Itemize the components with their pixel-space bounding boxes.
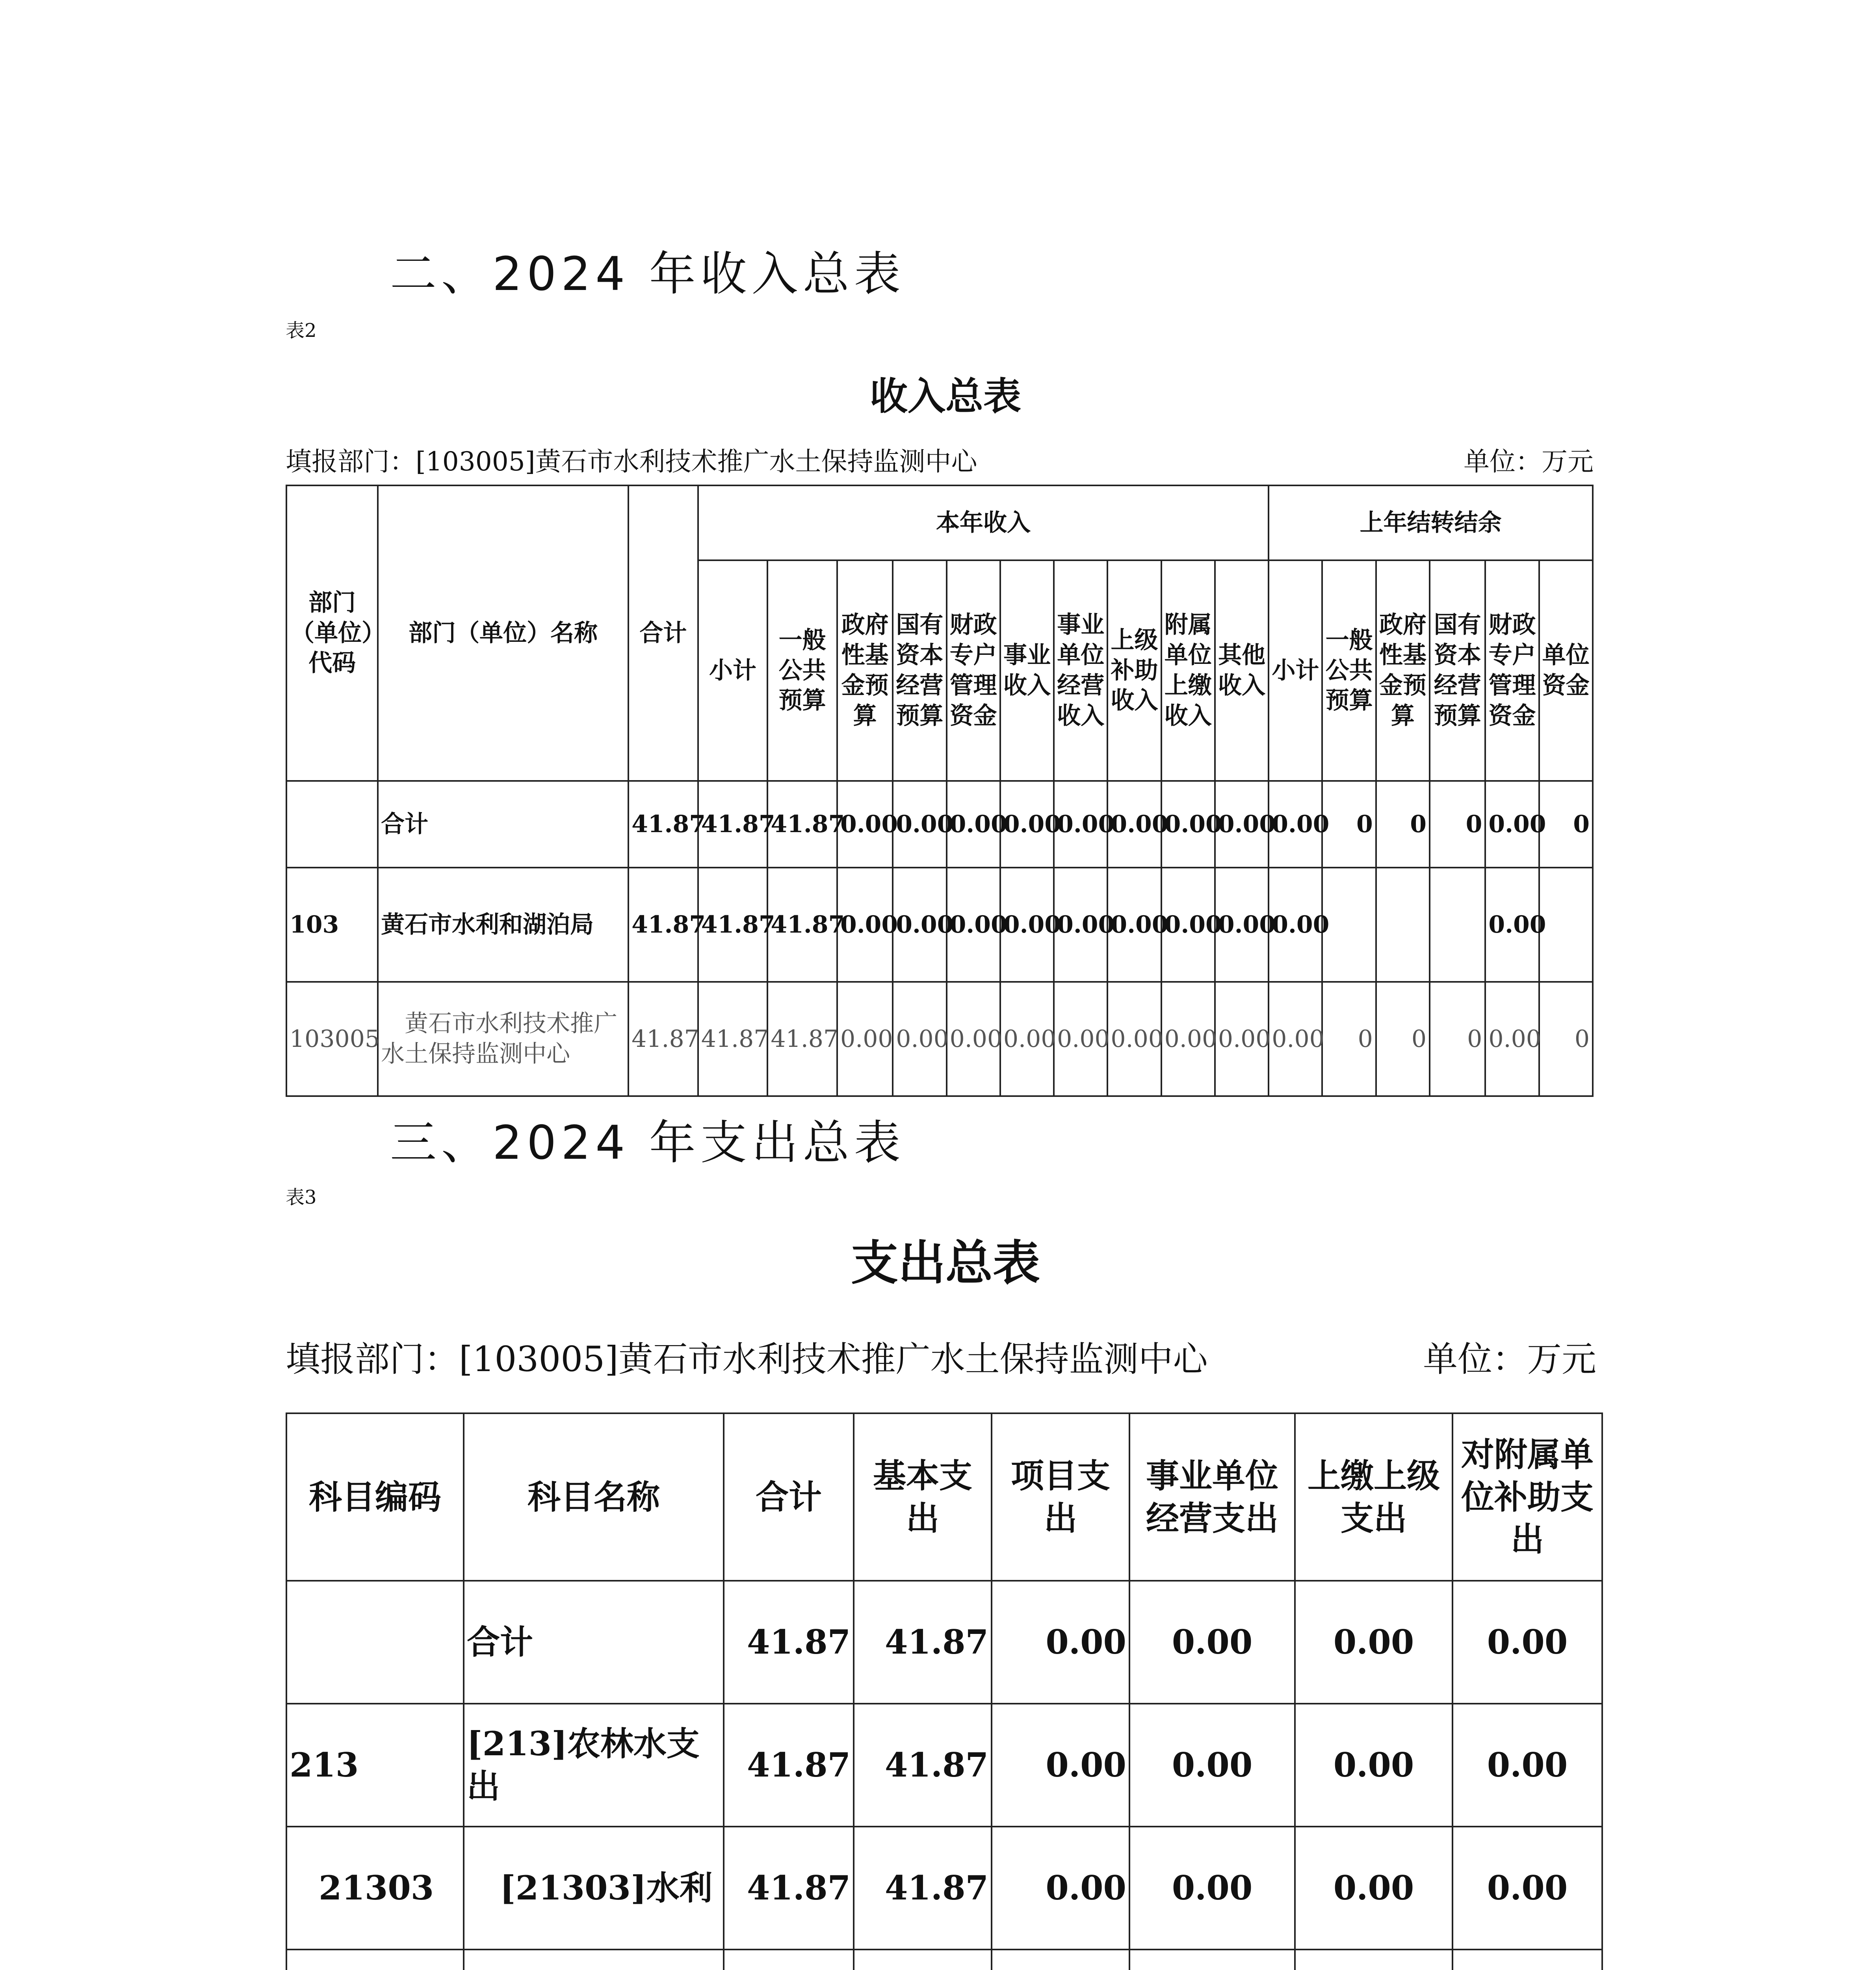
exp-cell: 0.00: [992, 1827, 1129, 1950]
exp-header-project: 项目支出: [992, 1413, 1129, 1581]
table-row: [286, 1950, 1602, 1970]
income-cell: 0: [1539, 982, 1593, 1096]
section3-unit: 单位：万元: [1423, 1339, 1596, 1379]
expenditure-table: [286, 1412, 1603, 1970]
exp-cell: [464, 1950, 724, 1970]
income-col-cur-2: 政府性基金预算: [837, 560, 893, 781]
income-col-carry-0: 小计: [1269, 560, 1322, 781]
exp-cell: 0.00: [1129, 1704, 1295, 1827]
income-col-cur-3: 国有资本经营预算: [893, 560, 946, 781]
income-cell: 0.00: [1485, 982, 1539, 1096]
income-cell: 0: [1322, 982, 1376, 1096]
income-cell: 0.00: [1161, 781, 1215, 868]
income-cell: 0: [1430, 982, 1485, 1096]
income-row1-total: 41.87: [628, 868, 698, 982]
exp-cell: 0.00: [1129, 1581, 1295, 1704]
exp-cell: [21303]水利: [464, 1827, 724, 1950]
exp-cell: 41.87: [724, 1704, 854, 1827]
income-header-total: 合计: [628, 485, 698, 781]
exp-header-code: 科目编码: [286, 1413, 464, 1581]
income-col-carry-3: 国有资本经营预算: [1430, 560, 1485, 781]
exp-cell: [286, 1581, 464, 1704]
income-cell: 0: [1376, 982, 1430, 1096]
exp-cell: 合计: [464, 1581, 724, 1704]
income-cell: 0.00: [893, 982, 946, 1096]
income-cell: 0.00: [1000, 868, 1054, 982]
section2-table-no: 表2: [286, 320, 317, 342]
income-cell: 0.00: [1161, 868, 1215, 982]
exp-header-subsidy: 对附属单位补助支出: [1453, 1413, 1602, 1581]
exp-header-upper: 上缴上级支出: [1295, 1413, 1453, 1581]
exp-cell: [1129, 1950, 1295, 1970]
income-cell: 41.87: [698, 982, 768, 1096]
section2-table-title: 收入总表: [870, 374, 1021, 418]
income-cell: 0.00: [1107, 982, 1161, 1096]
section2-title: 二、2024 年收入总表: [390, 247, 905, 301]
income-row1-code: 103: [286, 868, 378, 982]
income-row0-name: 合计: [378, 781, 628, 868]
exp-header-business: 事业单位经营支出: [1129, 1413, 1295, 1581]
income-cell: 0: [1539, 781, 1593, 868]
income-header-carryover: 上年结转结余: [1269, 485, 1593, 560]
income-header-name: 部门（单位）名称: [378, 485, 628, 781]
income-cell: 0.00: [1215, 982, 1269, 1096]
income-col-cur-4: 财政专户管理资金: [947, 560, 1000, 781]
income-cell: 41.87: [698, 781, 768, 868]
income-cell: 0.00: [1054, 982, 1107, 1096]
income-col-cur-5: 事业收入: [1000, 560, 1054, 781]
income-cell: 0.00: [837, 868, 893, 982]
exp-cell: 0.00: [1453, 1827, 1602, 1950]
exp-cell: [992, 1950, 1129, 1970]
income-col-cur-6: 事业单位经营收入: [1054, 560, 1107, 781]
income-cell: [1539, 868, 1593, 982]
exp-cell: [724, 1950, 854, 1970]
income-cell: 0.00: [1000, 982, 1054, 1096]
income-col-cur-7: 上级补助收入: [1107, 560, 1161, 781]
exp-cell: [286, 1950, 464, 1970]
income-cell: 0.00: [947, 781, 1000, 868]
income-row0-total: 41.87: [628, 781, 698, 868]
income-cell: 0.00: [893, 868, 946, 982]
exp-cell: 0.00: [1295, 1704, 1453, 1827]
exp-cell: 0.00: [1129, 1827, 1295, 1950]
income-cell: 0: [1322, 781, 1376, 868]
income-cell: 0.00: [1269, 868, 1322, 982]
income-col-carry-2: 政府性基金预算: [1376, 560, 1430, 781]
exp-cell: 41.87: [724, 1581, 854, 1704]
income-row2-name: 黄石市水利技术推广水土保持监测中心: [378, 982, 628, 1096]
income-cell: 0.00: [1269, 982, 1322, 1096]
income-cell: 41.87: [698, 868, 768, 982]
exp-cell: 21303: [286, 1827, 464, 1950]
income-cell: 0.00: [1054, 781, 1107, 868]
income-cell: 0.00: [947, 982, 1000, 1096]
income-col-carry-1: 一般公共预算: [1322, 560, 1376, 781]
section3-table-no: 表3: [286, 1186, 317, 1208]
exp-header-basic: 基本支出: [854, 1413, 992, 1581]
income-table: [286, 485, 1594, 1097]
income-col-carry-4: 财政专户管理资金: [1485, 560, 1539, 781]
income-cell: 41.87: [767, 781, 837, 868]
section2-unit: 单位：万元: [1464, 446, 1594, 477]
income-cell: 0.00: [1107, 781, 1161, 868]
income-col-cur-8: 附属单位上缴收入: [1161, 560, 1215, 781]
income-row0-code: [286, 781, 378, 868]
exp-cell: 0.00: [1295, 1581, 1453, 1704]
exp-cell: 0.00: [1453, 1704, 1602, 1827]
exp-cell: 0.00: [992, 1581, 1129, 1704]
income-cell: 0.00: [893, 781, 946, 868]
exp-cell: 213: [286, 1704, 464, 1827]
exp-cell: [213]农林水支出: [464, 1704, 724, 1827]
income-cell: 0: [1430, 781, 1485, 868]
income-col-cur-1: 一般公共预算: [767, 560, 837, 781]
income-cell: 0: [1376, 781, 1430, 868]
table-row: [286, 1581, 1602, 1704]
section3-dept: 填报部门：[103005]黄石市水利技术推广水土保持监测中心: [286, 1339, 1208, 1379]
income-cell: 0.00: [1161, 982, 1215, 1096]
income-header-code: 部门（单位）代码: [286, 485, 378, 781]
income-cell: 0.00: [1215, 781, 1269, 868]
income-cell: 0.00: [1215, 868, 1269, 982]
income-row2-total: 41.87: [628, 982, 698, 1096]
income-col-cur-0: 小计: [698, 560, 768, 781]
income-cell: 0.00: [1000, 781, 1054, 868]
income-cell: [1322, 868, 1376, 982]
exp-cell: 41.87: [724, 1827, 854, 1950]
table-row: [286, 982, 1593, 1096]
exp-header-total: 合计: [724, 1413, 854, 1581]
income-cell: [1376, 868, 1430, 982]
exp-cell: [1295, 1950, 1453, 1970]
table-row: [286, 868, 1593, 982]
section2-dept: 填报部门：[103005]黄石市水利技术推广水土保持监测中心: [286, 446, 977, 477]
income-row1-name: 黄石市水利和湖泊局: [378, 868, 628, 982]
section3-title: 三、2024 年支出总表: [390, 1115, 905, 1170]
income-cell: 41.87: [767, 982, 837, 1096]
exp-cell: 0.00: [1295, 1827, 1453, 1950]
table-row: [286, 1827, 1602, 1950]
exp-cell: 41.87: [854, 1581, 992, 1704]
exp-cell: 0.00: [992, 1704, 1129, 1827]
income-cell: 0.00: [837, 982, 893, 1096]
exp-cell: 41.87: [854, 1827, 992, 1950]
exp-cell: [1453, 1950, 1602, 1970]
income-cell: 0.00: [1054, 868, 1107, 982]
income-cell: 0.00: [1107, 868, 1161, 982]
income-cell: 0.00: [1485, 868, 1539, 982]
income-col-cur-9: 其他收入: [1215, 560, 1269, 781]
income-cell: 0.00: [947, 868, 1000, 982]
income-cell: [1430, 868, 1485, 982]
exp-header-name: 科目名称: [464, 1413, 724, 1581]
income-header-current: 本年收入: [698, 485, 1269, 560]
exp-cell: 0.00: [1453, 1581, 1602, 1704]
income-cell: 0.00: [837, 781, 893, 868]
exp-cell: [854, 1950, 992, 1970]
income-col-carry-5: 单位资金: [1539, 560, 1593, 781]
table-row: [286, 1704, 1602, 1827]
income-row2-code: 103005: [286, 982, 378, 1096]
table-row: [286, 781, 1593, 868]
exp-cell: 41.87: [854, 1704, 992, 1827]
income-cell: 41.87: [767, 868, 837, 982]
section3-table-title: 支出总表: [851, 1235, 1040, 1291]
income-cell: 0.00: [1485, 781, 1539, 868]
income-cell: 0.00: [1269, 781, 1322, 868]
